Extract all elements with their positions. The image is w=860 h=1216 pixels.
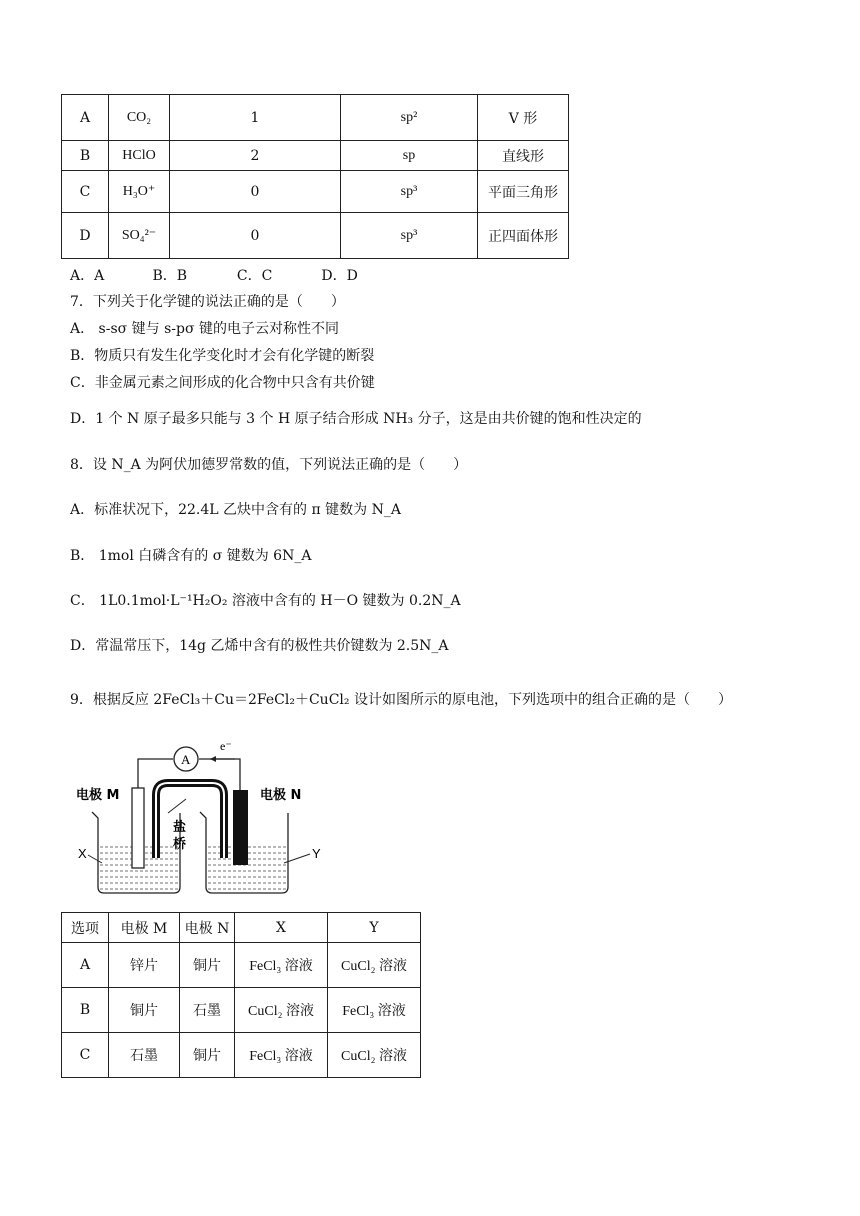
q6-answer-options xyxy=(70,265,401,285)
electrode-n-label: 电极 N xyxy=(260,788,302,803)
cell-formula: H₃O⁺ xyxy=(109,171,170,213)
q7-option-a: A． s-sσ 键与 s-pσ 键的电子云对称性不同 xyxy=(70,321,340,337)
cell-formula: HClO xyxy=(109,141,170,171)
q7-option-c: C．非金属元素之间形成的化合物中只含有共价键 xyxy=(70,375,375,391)
row-a-m: 锌片 xyxy=(109,943,180,988)
row-b-n: 石墨 xyxy=(180,988,235,1033)
cell-opt: D xyxy=(62,213,109,259)
galvanic-cell-diagram xyxy=(70,735,330,905)
q9-stem: 9．根据反应 2FeCl₃＋Cu＝2FeCl₂＋CuCl₂ 设计如图所示的原电池，下列选项中的组合正确的是（ ） xyxy=(70,692,732,708)
answer-b: B．B xyxy=(152,268,188,284)
electron-label: e⁻ xyxy=(220,739,232,753)
arrow-head-icon xyxy=(210,756,216,762)
x-label: X xyxy=(78,846,87,861)
salt-bridge-label-1: 盐 xyxy=(173,820,187,835)
q7-stem: 7．下列关于化学键的说法正确的是（ ） xyxy=(70,294,345,310)
row-c-y: CuCl₂ 溶液 xyxy=(328,1033,421,1078)
cell-opt: C xyxy=(62,171,109,213)
header-electrode-n: 电极 N xyxy=(180,913,235,943)
electrode-n xyxy=(233,790,248,865)
answer-c: C．C xyxy=(236,268,273,284)
q8-option-c: C． 1L0.1mol·L⁻¹H₂O₂ 溶液中含有的 H－O 键数为 0.2N_A xyxy=(70,593,461,609)
ammeter-label: A xyxy=(181,752,191,767)
header-option: 选项 xyxy=(62,913,109,943)
q7-option-b: B．物质只有发生化学变化时才会有化学键的断裂 xyxy=(70,348,375,364)
row-a-x: FeCl₃ 溶液 xyxy=(235,943,328,988)
row-a-y: CuCl₂ 溶液 xyxy=(328,943,421,988)
row-b-x: CuCl₂ 溶液 xyxy=(235,988,328,1033)
cell-shape: 平面三角形 xyxy=(478,171,569,213)
q8-stem: 8．设 N_A 为阿伏加德罗常数的值，下列说法正确的是（ ） xyxy=(70,457,468,473)
q8-option-a: A．标准状况下，22.4L 乙炔中含有的 π 键数为 N_A xyxy=(70,502,401,518)
electrode-m-label: 电极 M xyxy=(76,788,120,803)
answer-a: A．A xyxy=(70,268,105,284)
cell-opt: B xyxy=(62,141,109,171)
cell-hyb: sp² xyxy=(341,95,478,141)
cell-num: 0 xyxy=(170,171,341,213)
row-b-option: B xyxy=(62,988,109,1033)
row-a-option: A xyxy=(62,943,109,988)
q9-options-table xyxy=(61,912,421,1078)
header-y: Y xyxy=(328,913,421,943)
cell-shape: 直线形 xyxy=(478,141,569,171)
header-electrode-m: 电极 M xyxy=(109,913,180,943)
answer-d: D．D xyxy=(321,268,358,284)
row-c-m: 石墨 xyxy=(109,1033,180,1078)
cell-num: 1 xyxy=(170,95,341,141)
cell-hyb: sp xyxy=(341,141,478,171)
electrode-m xyxy=(132,788,144,868)
cell-num: 2 xyxy=(170,141,341,171)
options-table xyxy=(61,94,569,259)
cell-shape: 正四面体形 xyxy=(478,213,569,259)
q8-option-b: B． 1mol 白磷含有的 σ 键数为 6N_A xyxy=(70,548,312,564)
row-c-option: C xyxy=(62,1033,109,1078)
y-label: Y xyxy=(312,846,321,861)
cell-num: 0 xyxy=(170,213,341,259)
cell-formula: SO₄²⁻ xyxy=(109,213,170,259)
row-a-n: 铜片 xyxy=(180,943,235,988)
row-c-x: FeCl₃ 溶液 xyxy=(235,1033,328,1078)
q8-option-d: D．常温常压下，14g 乙烯中含有的极性共价键数为 2.5N_A xyxy=(70,638,449,654)
cell-hyb: sp³ xyxy=(341,171,478,213)
cell-hyb: sp³ xyxy=(341,213,478,259)
row-b-m: 铜片 xyxy=(109,988,180,1033)
salt-bridge-pointer xyxy=(168,799,186,813)
cell-formula: CO₂ xyxy=(109,95,170,141)
cell-shape: V 形 xyxy=(478,95,569,141)
q7-option-d: D．1 个 N 原子最多只能与 3 个 H 原子结合形成 NH₃ 分子，这是由共价键的饱和性决定的 xyxy=(70,411,642,427)
header-x: X xyxy=(235,913,328,943)
cell-opt: A xyxy=(62,95,109,141)
row-c-n: 铜片 xyxy=(180,1033,235,1078)
row-b-y: FeCl₃ 溶液 xyxy=(328,988,421,1033)
salt-bridge-label-2: 桥 xyxy=(173,837,187,852)
